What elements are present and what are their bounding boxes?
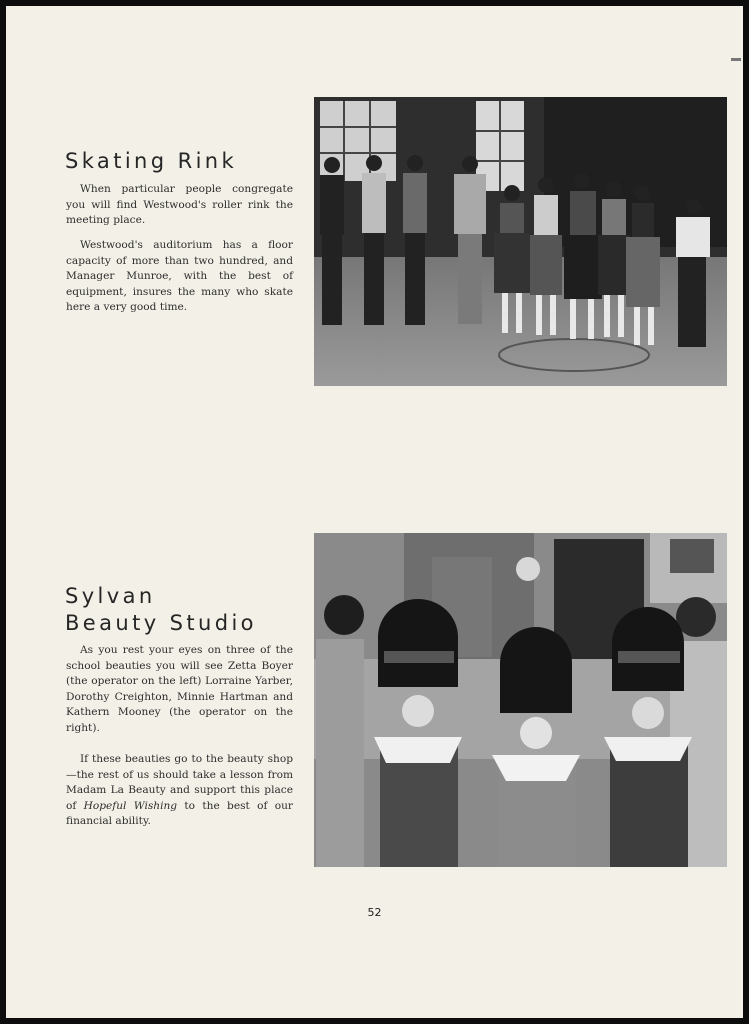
beauty-paragraph-1: As you rest your eyes on three of the school beauties you will see Zetta Boyer (the operator on the left) Lorraine Yarber, Dorothy Creighton, Minnie Hartman and Kathern Mooney (the operator on the right). — [66, 644, 293, 734]
skating-paragraph-1: When particular people congregate you will find Westwood's roller rink the meeting place. — [66, 183, 293, 227]
beauty-salon-photo — [314, 533, 727, 867]
beauty-paragraph-2: If these beauties go to the beauty shop—the rest of us should take a lesson from Madam La Beauty and support this place of Hopeful Wishing to the best of our financial ability. — [66, 753, 293, 828]
skating-rink-heading: Skating Rink — [65, 149, 238, 173]
hopeful-wishing-emphasis: Hopeful Wishing — [83, 799, 178, 812]
skating-group-photo — [314, 97, 727, 386]
yearbook-page — [6, 6, 743, 1018]
page-edge-mark — [731, 58, 741, 61]
skating-paragraph-2: Westwood's auditorium has a floor capacity of more than two hundred, and Manager Munroe, with the best of equipment, insures the many who skate here a very good time. — [66, 239, 293, 314]
beauty-studio-heading: Sylvan Beauty Studio — [65, 584, 257, 635]
page-number: 52 — [367, 906, 382, 919]
